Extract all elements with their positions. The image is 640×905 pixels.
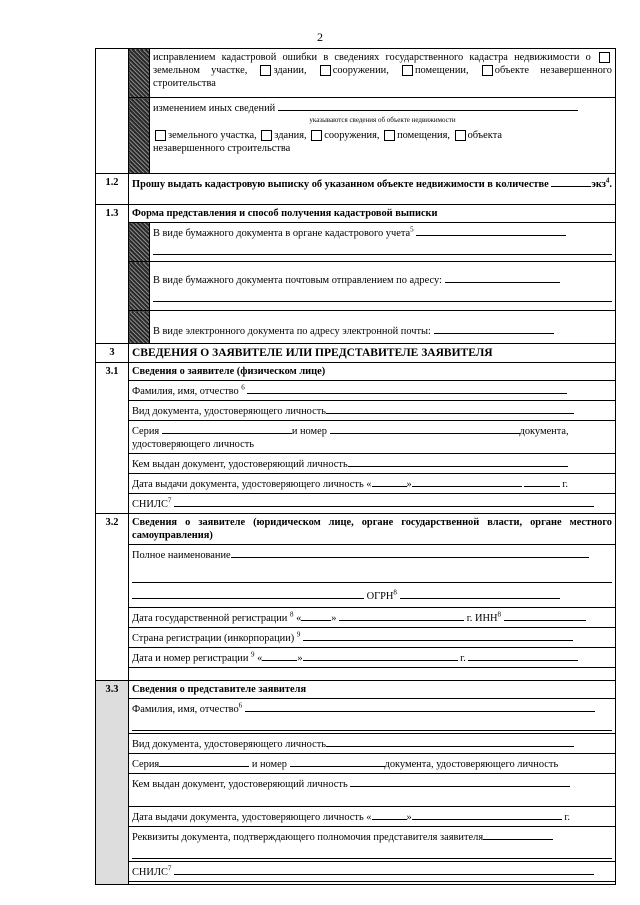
full-name-field-2[interactable] [132, 570, 612, 583]
applicant-section-title: СВЕДЕНИЯ О ЗАЯВИТЕЛЕ ИЛИ ПРЕДСТАВИТЕЛЕ ЗАЯВИТЕЛЯ [129, 344, 616, 363]
checkbox-object-2[interactable] [455, 130, 466, 141]
rep-snils-field[interactable] [174, 864, 594, 875]
legal-entity-title: Сведения о заявителе (юридическом лице, органе государственной власти, органе местного самоуправления) [129, 514, 616, 545]
label-object-2: объекта [467, 130, 502, 142]
year-suffix: г. [562, 479, 568, 491]
checkbox-paper-post[interactable] [129, 262, 150, 311]
rep-series-field[interactable] [159, 756, 249, 767]
number-field[interactable] [330, 423, 520, 434]
section-number-1-2: 1.2 [96, 174, 129, 205]
rep-doc-rest: документа, удостоверяющего личность [384, 759, 559, 771]
checkbox-building-2[interactable] [261, 130, 272, 141]
representative-title: Сведения о представителе заявителя [129, 681, 616, 699]
page-number: 2 [317, 30, 323, 44]
post-address-field-2[interactable] [153, 289, 612, 302]
issued-by-field[interactable] [348, 456, 568, 467]
quote-open-2: « [257, 653, 263, 665]
rep-day-field[interactable] [372, 809, 407, 820]
quote-open: « [296, 613, 302, 625]
reg-year-field[interactable] [434, 610, 464, 621]
auth-doc-field-2[interactable] [132, 846, 612, 859]
snils-field[interactable] [174, 496, 594, 507]
auth-doc-label: Реквизиты документа, подтверждающего полномочия представителя заявителя [132, 832, 484, 844]
footnote-8b: 8 [289, 610, 294, 619]
number-label: и номер [291, 426, 327, 438]
country-label: Страна регистрации (инкорпорации) [132, 633, 295, 645]
reg-month-field[interactable] [339, 610, 434, 621]
label-building: здании, [273, 65, 307, 76]
paper-office-label: В виде бумажного документа в органе кадастрового учета [153, 228, 411, 239]
footnote-8a: 8 [393, 588, 397, 597]
checkbox-construction[interactable] [320, 65, 331, 76]
issue-month-field[interactable] [412, 476, 522, 487]
footnote-6: 6 [241, 383, 245, 392]
section-number-3-2: 3.2 [96, 514, 129, 681]
ogrn-label: ОГРН [366, 591, 394, 603]
country-field[interactable] [303, 630, 573, 641]
series-field[interactable] [162, 423, 292, 434]
full-name-label: Полное наименование [132, 550, 231, 562]
reg-number-label: Дата и номер регистрации [132, 653, 249, 665]
id-doc-field[interactable] [326, 403, 574, 414]
doc-cont: удостоверяющего личность [132, 439, 254, 451]
label-unfinished-2: незавершенного строительства [153, 143, 291, 155]
correction-text: исправлением кадастровой ошибки в сведениях государственного кадастра недвижимости о [153, 52, 591, 63]
reg-day-field[interactable] [301, 610, 331, 621]
rep-fio-field[interactable] [245, 701, 595, 712]
issue-day-field[interactable] [372, 476, 407, 487]
year-suffix-2: г. [466, 613, 473, 625]
inn-field[interactable] [504, 610, 586, 621]
rep-issued-label: Кем выдан документ, удостоверяющий личность [132, 779, 348, 791]
regnum-day-field[interactable] [262, 650, 297, 661]
footnote-7: 7 [167, 496, 172, 505]
section-number-3-3: 3.3 [96, 681, 129, 885]
regnum-field[interactable] [468, 650, 578, 661]
label-construction-2: сооружения, [324, 130, 380, 142]
rep-doc-label: Вид документа, удостоверяющего личность [132, 739, 327, 751]
label-unfinished: объекте незавершенного строительства [153, 65, 612, 89]
series-label: Серия [132, 426, 160, 438]
footnote-7b: 7 [167, 864, 172, 873]
quote-close: » [406, 479, 412, 491]
rep-issued-field[interactable] [350, 776, 570, 787]
snils-label: СНИЛС [132, 499, 168, 511]
ogrn-field[interactable] [400, 588, 560, 599]
other-change-hint: указываются сведения об объекте недвижимости [309, 116, 456, 125]
doc-word: документа, [519, 426, 569, 438]
full-name-field[interactable] [231, 547, 589, 558]
footnote-5: 5 [410, 225, 414, 234]
office-field[interactable] [416, 225, 566, 236]
quote-close-3: » [297, 653, 303, 665]
checkbox-land[interactable] [599, 52, 610, 63]
issued-by-label: Кем выдан документ, удостоверяющий личность [132, 459, 348, 471]
label-land-2: земельного участка, [168, 130, 257, 142]
label-room-2: помещения, [397, 130, 450, 142]
rep-quote-close: » [406, 812, 412, 824]
label-room: помещении, [414, 65, 469, 76]
id-doc-label: Вид документа, удостоверяющего личность [132, 406, 327, 418]
full-name-field-3[interactable] [132, 588, 364, 599]
other-change-label: изменением иных сведений [153, 103, 276, 115]
section-number-3-1: 3.1 [96, 363, 129, 514]
label-construction: сооружении, [332, 65, 389, 76]
footnote-6b: 6 [238, 701, 243, 710]
checkbox-paper-office[interactable] [129, 223, 150, 262]
fio-field[interactable] [247, 383, 567, 394]
auth-doc-field[interactable] [483, 829, 553, 840]
rep-doc-field[interactable] [326, 736, 574, 747]
rep-fio-label: Фамилия, имя, отчество [132, 704, 239, 716]
application-form-table: исправлением кадастровой ошибки в сведениях государственного кадастра недвижимости о земельном участке, здании, сооружении, помещении, объекте незавершенного строительства изменением иных сведений указываются сведения об объекте недвижимости земельного участка, здания, сооружения, помещения, объекта незавершенного строительства 1.2 Прошу выдать кадастровую выписку об указанном объекте недвижимости в количестве экз$^4$. 1.3 Форма представления и способ получения кадастровой выписки В виде бумажного документа в органе кадастрового учета$^5$ В виде бумажного документа почтовым отправлением по адресу: В виде электронного документа по адресу электронной почты: 3 СВЕДЕНИЯ О ЗАЯВИТЕЛЕ ИЛИ ПРЕДСТАВИТЕЛЕ ЗАЯВИТЕЛЯ 3.1 Сведения о заявителе (физическом лице) Фамилия, имя, отчество $^6$ Вид документа, удостоверяющего личность Серия и номер документа, удостоверяющего личность Кем выдан документ, удостоверяющий личность Дата выдачи документа, удостоверяющего личность « » г. СНИЛС$^7$ 3.2 Сведения о заявителе (юридическом лице, органе государственной власти, органе местного самоуправления) Полное наименование ОГРН$^8$ Дата государственной регистрации $^8$ « » г. ИНН$^8$ Страна регистрации (инкорпорации) $^9$ Дата и номер регистрации $^9$ « » г. 3.3 Сведения о представителе заявителя Фамилия, имя, отчество$^6$ Вид документа, удостоверяющего личность Серия и номер документа, удостоверяющего личность Кем выдан документ, удостоверяющий личность Дата выдачи документа, удостоверяющего личность « » г. Реквизиты документа, подтверждающего полномочия представителя заявителя СНИЛС$^7$ [95, 48, 616, 885]
checkbox-room-2[interactable] [384, 130, 395, 141]
other-change-field[interactable] [278, 100, 578, 111]
footnote-9a: 9 [296, 630, 301, 639]
section-number-3: 3 [96, 344, 129, 363]
inn-label: ИНН [475, 613, 498, 625]
section-number-1-3: 1.3 [96, 205, 129, 344]
footnote-9b: 9 [251, 650, 255, 659]
office-field-2[interactable] [153, 242, 612, 255]
label-building-2: здания, [274, 130, 307, 142]
rep-year-suffix: г. [564, 812, 570, 824]
checkbox-email[interactable] [129, 311, 150, 344]
footnote-8c: 8 [497, 610, 502, 619]
checkbox-room[interactable] [402, 65, 413, 76]
copies-unit: экз [591, 179, 606, 190]
rep-number-label: и номер [251, 759, 287, 771]
delivery-form-title: Форма представления и способ получения кадастровой выписки [129, 205, 616, 223]
rep-fio-field-2[interactable] [132, 718, 612, 731]
email-field[interactable] [434, 323, 554, 334]
checkbox-correction[interactable] [129, 49, 150, 98]
rep-series-label: Серия [132, 759, 160, 771]
email-label: В виде электронного документа по адресу электронной почты: [153, 326, 431, 337]
fio-label: Фамилия, имя, отчество [132, 386, 239, 398]
checkbox-unfinished[interactable] [482, 65, 493, 76]
checkbox-other-change[interactable] [129, 98, 150, 174]
checkbox-construction-2[interactable] [311, 130, 322, 141]
copies-field[interactable] [551, 176, 591, 187]
individual-title: Сведения о заявителе (физическом лице) [129, 363, 616, 381]
issue-year-field[interactable] [524, 476, 560, 487]
checkbox-building[interactable] [260, 65, 271, 76]
label-land: земельном участке, [153, 65, 248, 76]
issue-date-label: Дата выдачи документа, удостоверяющего личность « [132, 479, 372, 491]
post-address-field[interactable] [445, 272, 560, 283]
rep-date-label: Дата выдачи документа, удостоверяющего личность « [132, 812, 372, 824]
quote-close-2: » [331, 613, 337, 625]
rep-snils-label: СНИЛС [132, 867, 168, 879]
regnum-month-field[interactable] [303, 650, 458, 661]
post-label: В виде бумажного документа почтовым отправлением по адресу: [153, 275, 442, 286]
checkbox-land-2[interactable] [155, 130, 166, 141]
rep-month-field[interactable] [412, 809, 562, 820]
year-suffix-3: г. [460, 653, 466, 665]
extract-request-text: Прошу выдать кадастровую выписку об указанном объекте недвижимости в количестве [132, 179, 549, 190]
reg-date-label: Дата государственной регистрации [132, 613, 288, 625]
rep-number-field[interactable] [290, 756, 385, 767]
footnote-4: 4 [605, 176, 610, 185]
